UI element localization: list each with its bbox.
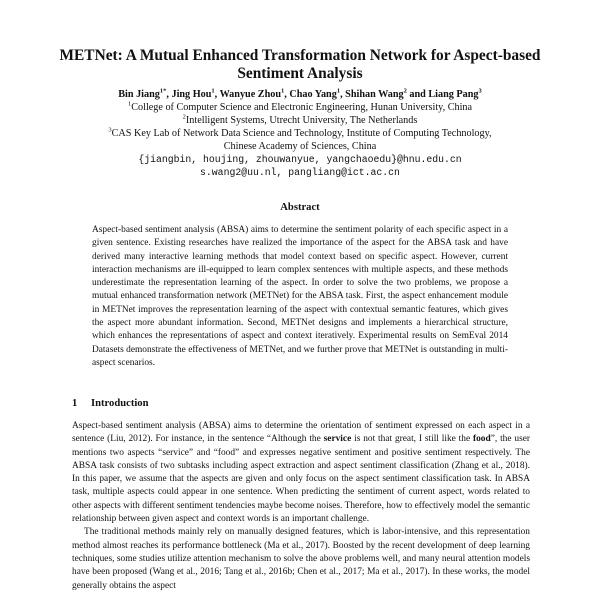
author-separator: , [340, 89, 346, 100]
author-name: Jing Hou [171, 89, 212, 100]
author-superscript: 3 [478, 87, 482, 95]
author-name: Liang Pang [428, 89, 479, 100]
email-line-1: {jiangbin, houjing, zhouwanyue, yangchaoedu}@hnu.edu.cn [138, 154, 462, 165]
author-superscript: 2 [403, 87, 407, 95]
keyword-food: food [473, 434, 491, 445]
affiliation-3 [40, 127, 560, 140]
intro-paragraph-1 [72, 420, 530, 526]
affiliation-superscript: 2 [182, 113, 186, 121]
section-title: Introduction [91, 398, 149, 409]
author-separator: , [166, 89, 172, 100]
author-separator: , [214, 89, 220, 100]
affiliation-superscript: 3 [108, 126, 112, 134]
section-heading-introduction [72, 397, 532, 410]
introduction-body [72, 420, 530, 593]
intro-paragraph-2: The traditional methods mainly rely on manually designed features, which is labor-intensive, and this representation method almost reaches its performance bottleneck (Ma et al., 2017). Boosted by the recent development of deep learning techniques, some studies utilize attention mechanism to solve the above problems well, and many neural attention models have been proposed (Wang et al., 2016; Tang et al., 2016b; Chen et al., 2017; Ma et al., 2017). In these works, the model generally obtains the aspect [72, 527, 530, 591]
author-superscript: 1 [336, 87, 341, 95]
paragraph-text: Aspect-based sentiment analysis (ABSA) aims to determine the orientation of sentiment expressed on each aspect in a sentence (Liu, 2012). For instance, in the sentence “Although the [72, 421, 530, 445]
affiliation-1 [40, 101, 560, 114]
keyword-service: service [323, 434, 352, 445]
affiliation-2 [40, 114, 560, 127]
author-separator: , [284, 89, 290, 100]
author-name: Chao Yang [289, 89, 337, 100]
author-superscript: 1* [159, 87, 167, 95]
paragraph-text: ”, the user mentions two aspects “service” and “food” and expresses negative sentiment and positive sentiment respectively. The ABSA task consists of two subtasks including aspect extraction and aspect sentiment classification (Zhang et al., 2018). In this paper, we assume that the aspects are given and only focus on the aspect sentiment classification task. In ABSA task, multiple aspects could appear in one sentence. When predicting the sentiment of current aspect, words related to other aspects with different sentiment tendencies maybe become noises. Therefore, how to effectively model the semantic relationship between given aspect and context words is an important challenge. [72, 434, 531, 525]
abstract-text: Aspect-based sentiment analysis (ABSA) aims to determine the sentiment polarity of each specific aspect in a given sentence. Existing researches have realized the importance of the aspect for the ABSA task and have derived many interactive learning methods that model context based on specific aspect. However, current interaction mechanisms are ill-equipped to learn complex sentences with multiple aspects, and these methods underestimate the representation learning of the aspect. In order to solve the two problems, we propose a mutual enhanced transformation network (METNet) for the ABSA task. First, the aspect enhancement module in METNet improves the representation learning of the aspect with contextual semantic features, which gives the aspect more abundant information. Second, METNet designs and implements a hierarchical structure, which enhances the representations of aspect and context iteratively. Experimental results on SemEval 2014 Datasets demonstrate the effectiveness of METNet, and we further prove that METNet is outstanding in multi-aspect scenarios. [92, 225, 508, 368]
author-conjunction: and [406, 89, 429, 100]
paper-title [40, 47, 560, 83]
author-name: Wanyue Zhou [219, 89, 281, 100]
email-line-2: s.wang2@uu.nl, pangliang@ict.ac.cn [200, 167, 400, 178]
author-block [40, 88, 560, 179]
author-superscript: 1 [281, 87, 285, 95]
title-line-2: Sentiment Analysis [237, 65, 363, 82]
section-number: 1 [72, 398, 78, 409]
affiliation-3-continued: Chinese Academy of Sciences, China [223, 141, 377, 152]
affiliation-superscript: 1 [127, 100, 132, 108]
author-list [118, 89, 481, 100]
title-line-1: METNet: A Mutual Enhanced Transformation Network for Aspect-based [59, 47, 541, 64]
affiliation-text: Intelligent Systems, Utrecht University, The Netherlands [185, 115, 418, 126]
author-superscript: 1 [211, 87, 215, 95]
affiliation-text: College of Computer Science and Electronic Engineering, Hunan University, China [131, 102, 473, 113]
abstract-heading: Abstract [280, 202, 320, 213]
author-name: Shihan Wang [345, 89, 404, 100]
affiliation-text: CAS Key Lab of Network Data Science and Technology, Institute of Computing Technology, [111, 128, 492, 139]
paragraph-text: is not that great, I still like the [351, 434, 473, 445]
author-name: Bin Jiang [118, 89, 160, 100]
